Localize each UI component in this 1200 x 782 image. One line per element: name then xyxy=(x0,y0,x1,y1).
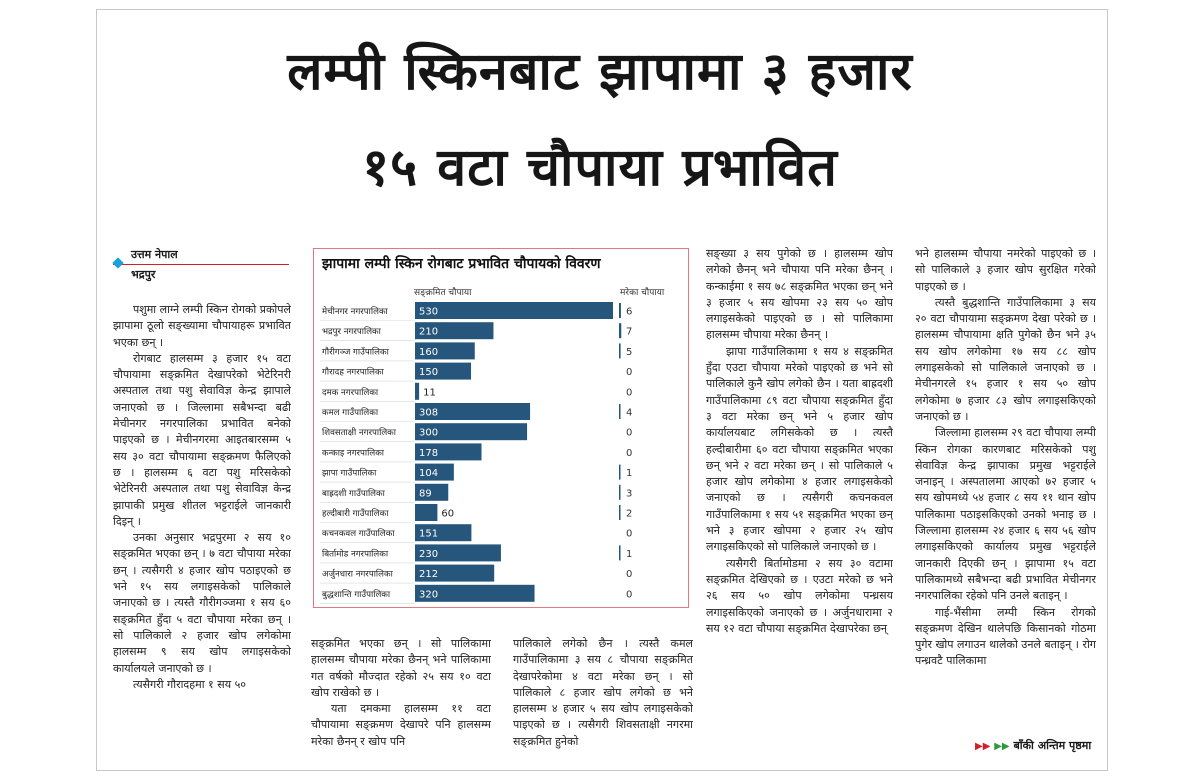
article-column-5 xyxy=(915,246,1096,736)
byline-rule xyxy=(113,264,289,265)
category-label: बिर्तामोड नगरपालिका xyxy=(322,549,389,560)
dead-value-label: 3 xyxy=(626,488,633,500)
category-label: गौरादह नगरपालिका xyxy=(322,367,384,378)
continued-note xyxy=(975,738,1091,753)
dead-bar xyxy=(619,404,621,419)
dead-bar xyxy=(619,545,621,560)
category-label: दमक नगरपालिका xyxy=(322,387,379,398)
dead-bar xyxy=(619,303,621,318)
paragraph: यता दमकमा हालसम्म ११ वटा चौपायामा सङ्क्रमण देखापरे पनि हालसम्म मरेका छैनन् र खोप पनि xyxy=(311,702,491,748)
headline-line-2: १५ वटा चौपाया प्रभावित xyxy=(362,138,838,198)
infected-value-label: 530 xyxy=(419,306,439,318)
dead-bar xyxy=(619,505,621,520)
article-column-4 xyxy=(706,246,893,754)
dead-bar xyxy=(619,323,621,338)
diamond-icon xyxy=(112,257,123,268)
byline-author: उत्तम नेपाल xyxy=(131,248,178,261)
infected-bar xyxy=(415,383,419,400)
infected-value-label: 160 xyxy=(419,346,439,358)
category-label: अर्जुनधारा नगरपालिका xyxy=(322,569,393,580)
infected-value-label: 210 xyxy=(419,326,439,338)
byline xyxy=(113,246,289,282)
category-label: हल्दीबारी गाउँपालिका xyxy=(322,509,389,519)
infected-value-label: 308 xyxy=(419,407,439,419)
category-label: कन्काइ नगरपालिका xyxy=(322,448,385,459)
dead-bar xyxy=(619,465,621,480)
paragraph: पशुमा लाग्ने लम्पी स्किन रोगको प्रकोपले झापामा ठूलो सङ्ख्यामा चौपायाहरू प्रभावित भएका छन् । xyxy=(113,303,291,349)
dead-bar xyxy=(619,485,621,500)
paragraph: सङ्क्रमित भएका छन् । सो पालिकामा हालसम्म चौपाया मरेका छैनन् भने पालिकामा गत वर्षको मौज्दात रहेको २५ सय १० वटा खोप राखेको छ । xyxy=(311,637,491,699)
arrow-right-icon: ▶▶ xyxy=(994,741,1010,752)
category-label: बुद्धशान्ति गाउँपालिका xyxy=(322,589,391,600)
category-label: गौरीगञ्ज गाउँपालिका xyxy=(322,347,389,358)
infected-value-label: 300 xyxy=(419,427,439,439)
paragraph: सङ्ख्या ३ सय पुगेको छ । हालसम्म खोप लगेको छैनन् भने चौपाया पनि मरेका छैनन् । कन्काईमा १ सय ७८ सङ्क्रमित भएका छन् भने ३ हजार ५ सय खोपमा २३ सय ५० खोप लगाइसकेको पाइएको छ । सो पालिकामा हालसम्म चौपाया मरेका छैनन् । xyxy=(706,247,893,342)
dead-value-label: 6 xyxy=(626,306,633,318)
category-label: मेचीनगर नगरपालिका xyxy=(322,307,388,317)
paragraph: झापा गाउँपालिकामा १ सय ४ सङ्क्रमित हुँदा एउटा चौपाया मरेको पाइएको छ भने सो पालिकाले कुनै खोप लगेको छैन । यता बाह्रदशी गाउँपालिकामा ८९ वटा चौपाया सङ्क्रमित हुँदा ३ वटा मरेका छन् भने ५ हजार खोप कार्यालयबाट लगिसकेको छ । त्यस्तै हल्दीबारीमा ६० वटा चौपाया सङ्क्रमित भएका छन् भने २ वटा मरेका छन् । सो पालिकाले ५ हजार खोप लगेकोमा ४ हजार लगाइसकेको जनाएको छ । त्यसैगरी कचनकवल गाउँपालिकामा १ सय ५१ सङ्क्रमित भएका छन् भने ३ हजार खोपमा २ हजार २५ खोप लगाइसकिएको सो पालिकाले जनाएको छ । xyxy=(706,344,893,554)
dead-value-label: 2 xyxy=(626,508,633,520)
dead-bar xyxy=(619,343,621,358)
infected-value-label: 104 xyxy=(419,468,439,480)
dead-value-label: 0 xyxy=(626,528,633,540)
dead-value-label: 4 xyxy=(626,407,633,419)
dead-value-label: 0 xyxy=(626,367,633,379)
dead-value-label: 0 xyxy=(626,387,633,399)
paragraph: त्यस्तै बुद्धशान्ति गाउँपालिकामा ३ सय २० वटा चौपायामा सङ्क्रमण देखा परेको छ । हालसम्म चौपायामा क्षति पुगेको छैन भने ३५ सय खोप लगेकोमा १७ सय ८८ खोप लगाइसकेको सो पालिकाले जनाएको छ । मेचीनगरले १५ हजार १ सय ५० खोप लगेकोमा ७ हजार ८३ खोप लगाइसकिएको जनाएको छ । xyxy=(915,295,1096,423)
infected-bar xyxy=(415,504,437,521)
dead-value-label: 5 xyxy=(626,346,633,358)
article-column-2 xyxy=(311,636,491,756)
dead-value-label: 0 xyxy=(626,569,633,581)
infected-value-label: 89 xyxy=(419,488,432,500)
dead-value-label: 1 xyxy=(626,468,633,480)
paragraph: पालिकाले लगेको छैन । त्यस्तै कमल गाउँपालिकामा ३ सय ८ चौपाया सङ्क्रमित देखापरेकोमा ४ वटा मरेका छन् । सो पालिकाले ८ हजार खोप लगेको छ भने हालसम्म ४ हजार ५ सय खोप लगाइसकेको पाइएको छ । त्यसैगरी शिवसताक्षी नगरमा सङ्क्रमित हुनेको xyxy=(513,637,693,748)
chart-title: झापामा लम्पी स्किन रोगबाट प्रभावित चौपायको विवरण xyxy=(322,256,601,272)
continued-label: बाँकी अन्तिम पृष्ठमा xyxy=(1013,739,1092,752)
paragraph: भने हालसम्म चौपाया नमरेको पाइएको छ । सो पालिकाले ३ हजार खोप सुरक्षित गरेको पाइएको छ । xyxy=(915,247,1096,293)
bar-chart xyxy=(314,249,690,609)
paragraph: रोगबाट हालसम्म ३ हजार १५ वटा चौपायामा सङ्क्रमित देखापरेको भेटेरिनरी अस्पताल तथा पशु सेवाविज्ञ केन्द्र झापाले जनाएको छ । जिल्लामा सबैभन्दा बढी मेचीनगर नगरपालिका प्रभावित बनेको पाइएको छ । मेचीनगरमा आइतबारसम्म ५ सय ३० वटा चौपायामा सङ्क्रमण फैलिएको छ । हालसम्म ६ वटा पशु मरिसकेको भेटेरिनरी अस्पताल तथा पशु सेवाविज्ञ केन्द्र झापाकी प्रमुख शीतल भट्टराईले जानकारी दिइन् । xyxy=(113,351,291,528)
dead-value-label: 0 xyxy=(626,589,633,601)
infected-value-label: 60 xyxy=(441,508,455,520)
category-label: कमल गाउँपालिका xyxy=(322,408,379,418)
legend-dead: मरेका चौपाया xyxy=(620,288,665,298)
paragraph: त्यसैगरी गौरादहमा १ सय ५० xyxy=(133,677,247,691)
category-label: कचनकवल गाउँपालिका xyxy=(322,529,395,540)
infected-value-label: 320 xyxy=(419,589,439,601)
dead-value-label: 1 xyxy=(626,548,633,560)
infected-value-label: 212 xyxy=(419,569,439,581)
paragraph: जिल्लामा हालसम्म २९ वटा चौपाया लम्पी स्किन रोगका कारणबाट मरिसकेको पशु सेवाविज्ञ केन्द्र झापाका प्रमुख भट्टराईले जनाइन् । अस्पतालमा आएको ७२ हजार ५ सय खोपमध्ये ५४ हजार ८ सय ११ थान खोप पालिकामा पठाइसकिएको उनको भनाइ छ । जिल्लामा हालसम्म २४ हजार ६ सय ५६ खोप लगाइसकिएको कार्यालय प्रमुख भट्टराईले जानकारी दिएकी छन् । झापामा १५ वटा पालिकामध्ये सबैभन्दा बढी प्रभावित मेचीनगर नगरपालिका रहेको पनि उनले बताइन् । xyxy=(915,426,1096,603)
byline-location: भद्रपुर xyxy=(131,268,156,281)
dead-value-label: 0 xyxy=(626,427,633,439)
infected-value-label: 11 xyxy=(423,387,436,399)
category-label: बाह्रदशी गाउँपालिका xyxy=(322,488,385,499)
infected-value-label: 150 xyxy=(419,367,439,379)
paragraph: गाई-भैंसीमा लम्पी स्किन रोगको सङ्क्रमण देखिन थालेपछि किसानको गोठमा पुगेर खोप लगाउन थालेको उनले बताइन् । रोग पन्ध्रवटै पालिकामा xyxy=(915,605,1096,668)
paragraph: त्यसैगरी बिर्तामोडमा २ सय ३० वटामा सङ्क्रमित देखिएको छ । एउटा मरेको छ भने २६ सय ५० खोप लगेकोमा पन्ध्रसय लगाइसकिएको जनाएको छ । अर्जुनधारामा २ सय १२ वटा चौपाया सङ्क्रमित देखापरेका छन् xyxy=(706,556,893,635)
article-column-1 xyxy=(113,302,291,752)
dead-value-label: 7 xyxy=(626,326,633,338)
category-label: भद्रपुर नगरपालिका xyxy=(322,327,381,338)
infected-value-label: 178 xyxy=(419,447,439,459)
category-label: झापा गाउँपालिका xyxy=(322,468,377,479)
infected-bar xyxy=(415,302,613,319)
headline-line-1: लम्पी स्किनबाट झापामा ३ हजार xyxy=(287,42,913,102)
arrow-right-icon: ▶▶ xyxy=(975,741,991,752)
legend-infected: सङ्क्रमित चौपाया xyxy=(414,288,472,298)
article-column-3 xyxy=(513,636,693,756)
chart-box xyxy=(313,248,689,608)
infected-value-label: 230 xyxy=(419,548,439,560)
category-label: शिवसताक्षी नगरपालिका xyxy=(322,428,397,439)
dead-value-label: 0 xyxy=(626,447,633,459)
paragraph: उनका अनुसार भद्रपुरमा २ सय १० सङ्क्रमित भएका छन् । ७ वटा चौपाया मरेका छन् । त्यसैगरी ४ हजार खोप पठाइएको छ भने १५ सय लगाइसकेको पालिकाले जनाएको छ । त्यस्तै गौरीगञ्जमा १ सय ६० सङ्क्रमित हुँदा ५ वटा चौपाया मरेका छन् । सो पालिकाले २ हजार खोप लगेकोमा हालसम्म ९ सय खोप लगाइसकेको कार्यालयले जनाएको छ । xyxy=(113,531,291,675)
infected-value-label: 151 xyxy=(419,528,439,540)
